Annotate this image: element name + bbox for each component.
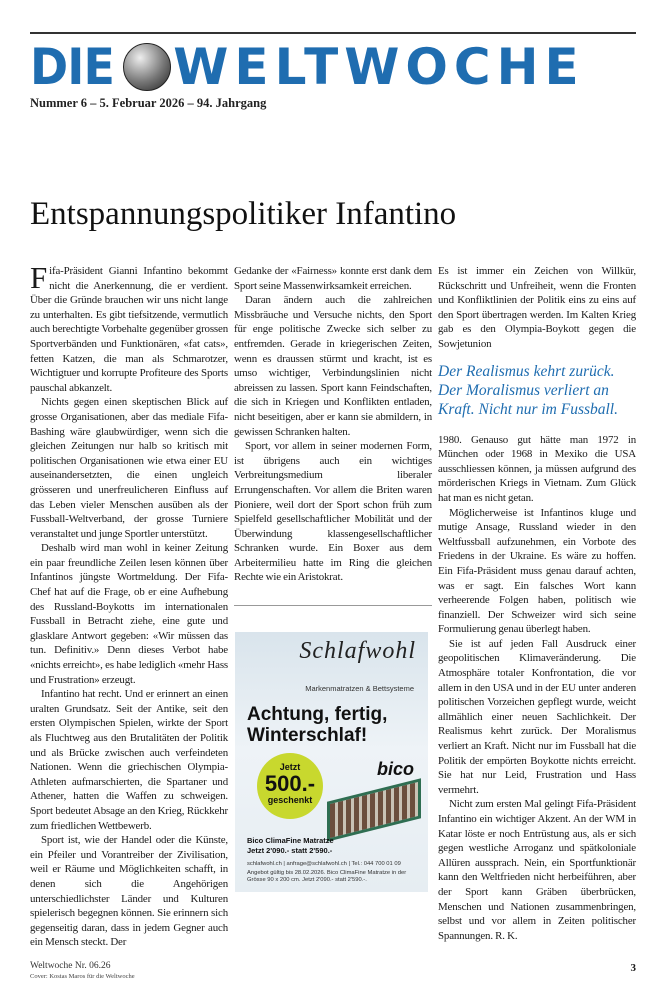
paragraph: Es ist immer ein Zeichen von Willkür, Rückschritt und Unfreiheit, wenn die Fronten und Konfliktlinien der Politik eins zu eins auf den Sport übertragen werden. Im Kalten Krieg gab es den Olympia-Boykott gegen die Sowjetunion [438, 265, 636, 350]
ad-brand: Schlafwohl [299, 638, 416, 665]
ad-contact[interactable]: schlafwohl.ch | anfrage@schlafwohl.ch | Tel.: 044 700 01 09 [247, 861, 401, 868]
ad-tagline: Markenmatratzen & Bettsysteme [305, 684, 414, 694]
article-column-3 [438, 264, 636, 943]
paragraph: Möglicherweise ist Infantinos kluge und mutige Ansage, Russland wieder in den Weltfussball aufzunehmen, ein Vorbote des Friedens in der Ukraine. Es wäre zu hoffen. Ein Fifa-Präsident muss genau darauf achten, was er sagt. Ein falsches Wort kann verheerende Folgen haben, politisch wie finanziell. Der Schweizer wird sich seine Formulierung genau überlegt haben. [438, 506, 636, 636]
paragraph: Sport, vor allem in seiner modernen Form, ist übrigens auch ein wichtiges Verbreitungsmedium liberaler Errungenschaften. Vor allem die Briten waren Pioniere, weil dort der Sport schon früh zum Spielfeld gesellschaftlicher Mobilität und der Überwindung klassengesellschaftlicher Schranken wurde. Ein Boxer aus dem Arbeitermilieu hatte im Ring die gleichen Rechte wie ein Aristokrat. [234, 440, 432, 584]
article-column-1 [30, 260, 228, 950]
paragraph: Nichts gegen einen skeptischen Blick auf grosse Organisationen, aber das mediale Fifa-Bashing wäre glaubwürdiger, wenn sich die gleichen Zeitungen nur halb so kritisch mit politischen Organisationen wie etwa einer EU auseinandersetzten, die einen ungleich grösseren und unerfreulicheren Einfluss auf das Leben vieler Menschen ausüben als der Fussball-Weltverband, der grosse Turniere veranstaltet und junge Sportler unterstützt. [30, 396, 228, 540]
pull-quote: Der Realismus kehrt zurück. Der Moralismus verliert an Kraft. Nicht nur im Fussball. [438, 362, 618, 418]
article-body [30, 0, 636, 998]
product-name: Bico ClimaFine Matratze [247, 836, 334, 846]
article-columns [30, 260, 636, 950]
paragraph: Sport ist, wie der Handel oder die Künste, ein Pfeiler und Vorantreiber der Zivilisation, weil er Räume und Möglichkeiten schafft, in denen sich die Angehörigen unterschiedlichster Länder und Kulturen spielerisch begegnen können. Sie erinnern sich gegenseitig daran, dass in jedem Gegner auch ein Mensch steckt. Der [30, 834, 228, 949]
page-footer [30, 960, 636, 998]
article-title: Entspannungspolitiker Infantino [30, 196, 457, 232]
paragraph: Nicht zum ersten Mal gelingt Fifa-Präsident Infantino ein wichtiger Akzent. An der WM in Katar löste er noch Entrüstung aus, als er sich gegen westliche Arroganz und spätkoloniale Allüren aussprach. Nein, ein Sportfunktionär kann den Weltfrieden nicht herbeiführen, aber der Sport kann Gräben überbrücken, Menschen und Nationen zusammenbringen, selbst und vor allem in Zeiten politischer Spannungen. R. K. [438, 798, 636, 942]
product-price: Jetzt 2'090.- statt 2'590.- [247, 846, 333, 856]
ad-product [247, 836, 334, 856]
logo-text-die: DIE [30, 38, 114, 96]
ad-terms: Angebot gültig bis 28.02.2026. Bico ClimaFine Matratze in der Grösse 90 x 200 cm. Jetzt 2'090.- statt 2'590.-. [247, 870, 407, 884]
footer-issue: Weltwoche Nr. 06.26 [30, 960, 111, 971]
paragraph [30, 260, 228, 395]
badge-bottom: geschenkt [267, 795, 313, 806]
paragraph: Deshalb wird man wohl in keiner Zeitung ein paar freundliche Zeilen lesen können über Infantinos jüngste Wortmeldung. Der Fifa-Chef hat auf die Frage, ob er eine Aufhebung des Russland-Boykotts im internationalen Fussball in Betracht ziehe, eine gute und glasklare Antwort gegeben: «Wir müssen das tun. Definitiv.» Denn dieses Verbot habe «nichts erreicht», es habe lediglich «mehr Hass und Frustration» erzeugt. [30, 542, 228, 686]
advertisement[interactable] [235, 632, 428, 892]
paragraph-text: ifa-Präsident Gianni Infantino bekommt nicht die Anerkennung, die er verdient. Über die Gründe brauchen wir uns nicht lange zu unterhalten. Es gibt tiefsitzende, vermutlich auch berechtigte Vorbehalte gegenüber grossen Sportverbänden und Funktionären, «fat cats», fetten Katzen, die man als Schmarotzer, Wichtigtuer und korrupte Profiteure des Sports pauschal abkanzelt. [30, 265, 228, 394]
paragraph: Infantino hat recht. Und er erinnert an einen uralten Grundsatz. Seit der Antike, seit den ersten Olympischen Spielen, wirkte der Sport als Fluchtweg aus den Brutalitäten der Politik und als Brücke zwischen auch verfeindeten Nationen. Wenn die griechischen Olympia-Athleten aufmarschierten, die Spartaner und Athener, hatten die Waffen zu schweigen. Sport bedeutet Absage an den Krieg, Rückkehr zum friedlichen Wettbewerb. [30, 688, 228, 832]
bico-logo: bico [376, 759, 414, 780]
paragraph: 1980. Genauso gut hätte man 1972 in München oder 1968 in Mexiko die USA ausschliessen können, ja müssen aufgrund des mörderischen Kriegs in Vietnam. Zum Glück hat man es nicht getan. [438, 433, 636, 504]
article-column-2 [234, 264, 432, 892]
ad-headline: Achtung, fertig, Winterschlaf! [247, 704, 388, 747]
issue-line: Nummer 6 – 5. Februar 2026 – 94. Jahrgang [30, 96, 267, 110]
drop-cap: F [30, 260, 48, 295]
ad-divider [234, 605, 432, 606]
footer-cover-credit: Cover: Kostas Maros für die Weltwoche [30, 972, 135, 980]
paragraph: Gedanke der «Fairness» konnte erst dank dem Sport seine Massenwirksamkeit erreichen. [234, 265, 432, 292]
logo-text-weltwoche: WELTWOCHE [173, 38, 585, 96]
paragraph: Sie ist auf jeden Fall Ausdruck einer geopolitischen Klimaveränderung. Die Atmosphäre totaler Konfrontation, die vor allem in den USA und in der EU unter anderen politischen Vorzeichen gepflegt wurde, weicht allmählich einer neuen Sachlichkeit. Der Realismus kehrt zurück. Der Moralismus verliert an Kraft. Nicht nur im Fussball hat die Politik der empörten Boykotte nichts erreicht. Sie hat nur Leid, Frustration und Hass vermehrt. [438, 637, 636, 796]
mattress-image [327, 778, 421, 841]
badge-amount: 500.- [264, 771, 316, 797]
ad-price-badge [257, 753, 323, 819]
badge-top: Jetzt [279, 762, 301, 773]
page-number: 3 [630, 961, 636, 974]
paragraph: Daran ändern auch die zahlreichen Missbräuche und Versuche nichts, den Sport für enge politische Zwecke sich selber zu entfremden. Gerade in kriegerischen Zeiten, wenn es draussen stürmt und kracht, ist es umso wichtiger, Verbindungslinien nicht abreissen zu lassen. Sport kann Feindschaften, die sich in Kriegen und Konflikten entladen, nicht beseitigen, aber er kann sie abmildern, in gewissen Schranken halten. [234, 294, 432, 438]
